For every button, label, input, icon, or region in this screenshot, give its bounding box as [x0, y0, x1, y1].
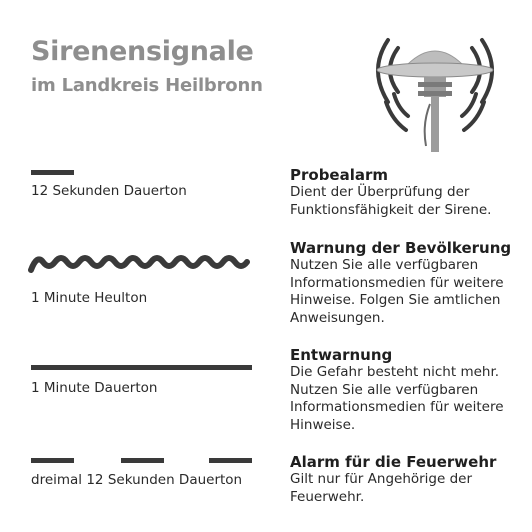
- signal-dash-1: [31, 458, 74, 463]
- info-title-probealarm: Probealarm: [290, 166, 389, 184]
- page-title: Sirenensignale: [31, 36, 254, 67]
- signal-label-entwarnung: 1 Minute Dauerton: [31, 380, 158, 396]
- signal-label-probealarm: 12 Sekunden Dauerton: [31, 183, 187, 199]
- info-desc-probealarm: Dient der Überprüfung der Funktionsfähigkeit der Sirene.: [290, 184, 492, 218]
- info-title-feuerwehr: Alarm für die Feuerwehr: [290, 453, 497, 471]
- info-desc-warnung: Nutzen Sie alle verfügbaren Informationsmedien für weitere Hinweise. Folgen Sie amtlichen Anweisungen.: [290, 257, 504, 326]
- signal-wave: [31, 258, 247, 270]
- signal-label-feuerwehr: dreimal 12 Sekunden Dauerton: [31, 472, 243, 488]
- info-title-warnung: Warnung der Bevölkerung: [290, 239, 512, 257]
- info-desc-entwarnung: Die Gefahr besteht nicht mehr. Nutzen Sie alle verfügbaren Informationsmedien für weitere Hinweise.: [290, 364, 504, 433]
- signal-label-warnung: 1 Minute Heulton: [31, 290, 148, 306]
- signal-short-line: [31, 170, 74, 175]
- info-desc-feuerwehr: Gilt nur für Angehörige der Feuerwehr.: [290, 471, 473, 505]
- info-title-entwarnung: Entwarnung: [290, 346, 393, 364]
- page-subtitle: im Landkreis Heilbronn: [31, 75, 263, 96]
- signal-long-line: [31, 365, 252, 370]
- signal-dash-3: [209, 458, 252, 463]
- signal-dash-2: [121, 458, 164, 463]
